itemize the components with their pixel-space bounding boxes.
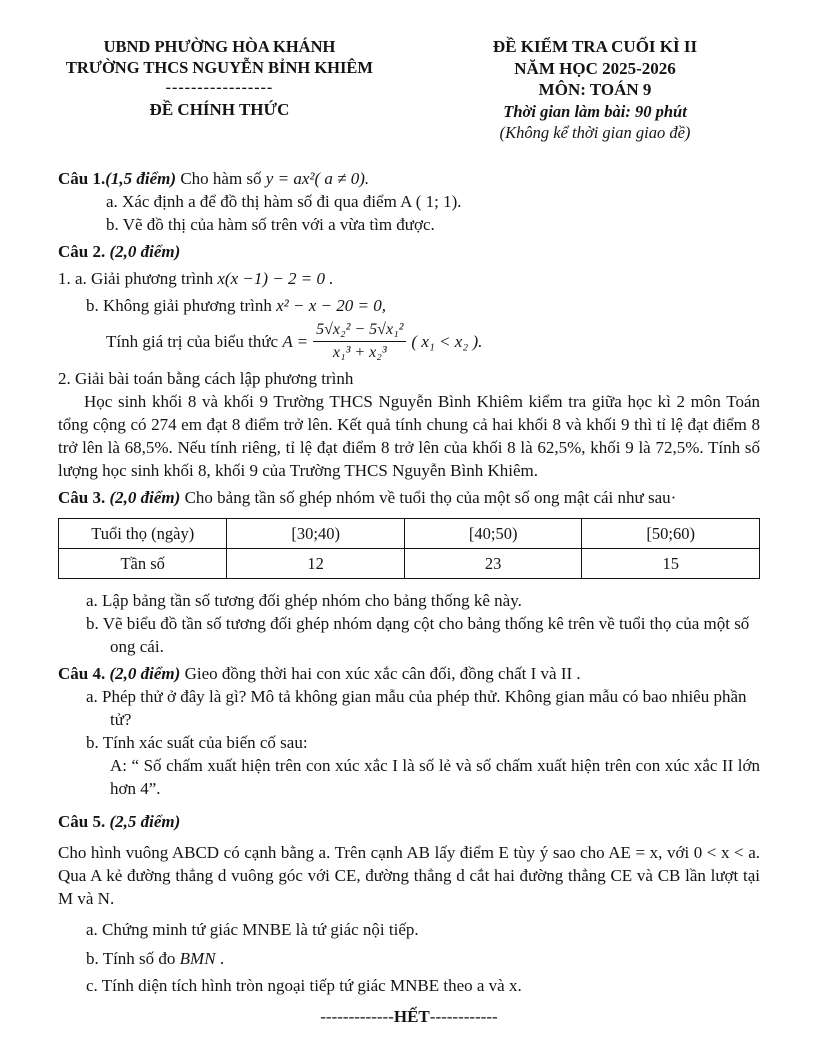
end-dashes-right: ------------ (429, 1006, 498, 1026)
question-2-item-1a-text: 1. a. Giải phương trình (58, 268, 214, 288)
header-right-block (430, 36, 760, 143)
expression-lead-text: Tính giá trị của biểu thức (106, 331, 279, 351)
question-1-item-a: a. Xác định a để đồ thị hàm số đi qua điểm A ( 1; 1). (106, 191, 462, 211)
question-4-label: Câu 4. (58, 663, 106, 683)
fraction-denominator: x₁³ + x₂³ (332, 343, 387, 361)
question-2-heading (58, 240, 760, 263)
question-2-item-2: 2. Giải bài toán bằng cách lập phương trình (58, 368, 354, 388)
table-cell: Tuổi thọ (ngày) (59, 518, 227, 548)
angle-bmn: BMN (179, 948, 216, 968)
question-2-item-1b-text: b. Không giải phương trình (86, 295, 272, 315)
duration-note: (Không kể thời gian giao đề) (499, 122, 691, 142)
question-1-item-b: b. Vẽ đồ thị của hàm số trên với a vừa tìm được. (106, 214, 435, 234)
table-row-header (59, 518, 760, 548)
question-2-item-1a (58, 267, 760, 290)
question-1-formula: y = ax²( a ≠ 0). (265, 168, 370, 188)
question-5-label: Câu 5. (58, 811, 106, 831)
question-5-item-c: c. Tính diện tích hình tròn ngoại tiếp tứ giác MNBE theo a và x. (86, 975, 522, 995)
question-2-word-problem: Học sinh khối 8 và khối 9 Trường THCS Nguyễn Bình Khiêm kiểm tra giữa học kì 2 môn Toán tổng cộng có 274 em đạt 8 điểm trở lên. Kết quả tính chung cả hai khối 8 và khối 9 thì tỉ lệ đạt điểm 8 trở lên là 68,5%. Nếu tính riêng, tỉ lệ đạt điểm 8 trở lên của khối 8 là 62,5%, khối 9 là 72,5%. Tính số lượng học sinh khối 8, khối 9 của Trường THCS Nguyễn Bình Khiêm. (58, 391, 760, 480)
question-5 (58, 810, 760, 997)
end-label: HẾT (393, 1006, 430, 1026)
table-cell: [40;50) (404, 518, 582, 548)
question-1-points: (1,5 điểm) (105, 168, 177, 188)
question-3-points: (2,0 điểm) (109, 487, 181, 507)
table-cell: [50;60) (582, 518, 760, 548)
question-4-event-a: A: “ Số chấm xuất hiện trên con xúc xắc I là số lẻ và số chấm xuất hiện trên con xúc xắc II lớn hơn 4”. (110, 755, 760, 798)
table-row-frequency (59, 548, 760, 578)
subject-label: MÔN: TOÁN 9 (538, 80, 652, 99)
end-dashes-left: ------------- (320, 1006, 394, 1026)
question-5-item-b-text: b. Tính số đo (86, 948, 176, 968)
question-5-item-a: a. Chứng minh tứ giác MNBE là tứ giác nội tiếp. (86, 919, 419, 939)
question-2 (58, 240, 760, 482)
question-3-item-a: a. Lập bảng tần số tương đối ghép nhóm cho bảng thống kê này. (86, 590, 522, 610)
question-2-item-1b-equation: x² − x − 20 = 0, (276, 295, 386, 315)
header-divider: ----------------- (165, 79, 274, 96)
exam-body (58, 167, 760, 1028)
question-3-item-b: b. Vẽ biểu đồ tần số tương đối ghép nhóm dạng cột cho bảng thống kê trên về tuổi thọ của một số ong cái. (86, 613, 750, 656)
end-of-exam-marker (58, 1005, 760, 1028)
question-1 (58, 167, 760, 236)
table-cell: 23 (404, 548, 582, 578)
question-5-statement: Cho hình vuông ABCD có cạnh bằng a. Trên cạnh AB lấy điểm E tùy ý sao cho AE = x, với 0 < x < a. Qua A kẻ đường thẳng d vuông góc với CE, đường thẳng d cắt hai đường thẳng CE và CB lần lượt tại M và N. (58, 842, 760, 908)
header-left-block (58, 36, 381, 143)
question-2-item-1b (58, 294, 760, 317)
question-4-heading (58, 662, 760, 685)
question-2-expression-line (58, 320, 760, 363)
question-3-label: Câu 3. (58, 487, 106, 507)
table-cell: 15 (582, 548, 760, 578)
expression-condition: ( x₁ < x₂ ). (411, 331, 483, 351)
table-cell: Tần số (59, 548, 227, 578)
question-4-points: (2,0 điểm) (109, 663, 181, 683)
question-4-item-a: a. Phép thử ở đây là gì? Mô tả không gian mẫu của phép thử. Không gian mẫu có bao nhiêu phần tử? (86, 686, 747, 729)
org-name: UBND PHƯỜNG HÒA KHÁNH (103, 37, 336, 56)
page-header (58, 36, 760, 143)
question-5-item-b (58, 947, 760, 970)
question-5-item-b-period: . (219, 948, 225, 968)
school-name: TRƯỜNG THCS NGUYỄN BỈNH KHIÊM (65, 58, 374, 77)
table-cell: [30;40) (227, 518, 405, 548)
question-1-label: Câu 1. (58, 168, 106, 188)
expression-fraction (313, 320, 406, 363)
exam-title: ĐỀ KIỂM TRA CUỐI KÌ II (492, 37, 698, 56)
question-3-intro: Cho bảng tần số ghép nhóm về tuổi thọ của một số ong mật cái như sau· (184, 487, 677, 507)
question-1-heading (58, 167, 760, 190)
question-2-item-1a-equation: x(x −1) − 2 = 0 . (217, 268, 334, 288)
fraction-numerator: 5√x₂² − 5√x₁² (313, 320, 406, 342)
question-2-label: Câu 2. (58, 241, 106, 261)
table-cell: 12 (227, 548, 405, 578)
question-4-item-b: b. Tính xác suất của biến cố sau: (86, 732, 308, 752)
question-4-intro: Gieo đồng thời hai con xúc xắc cân đối, đồng chất I và II . (184, 663, 581, 683)
question-5-heading (58, 810, 760, 833)
question-3-heading (58, 486, 760, 509)
question-2-points: (2,0 điểm) (109, 241, 181, 261)
expression-variable: A = (282, 331, 309, 351)
doc-type-label: ĐỀ CHÍNH THỨC (149, 100, 290, 119)
school-year: NĂM HỌC 2025-2026 (514, 58, 676, 78)
question-5-points: (2,5 điểm) (109, 811, 181, 831)
duration-label: Thời gian làm bài: 90 phút (503, 101, 687, 121)
question-4 (58, 662, 760, 800)
frequency-table (58, 518, 760, 579)
question-3 (58, 486, 760, 658)
question-1-intro: Cho hàm số (180, 168, 262, 188)
